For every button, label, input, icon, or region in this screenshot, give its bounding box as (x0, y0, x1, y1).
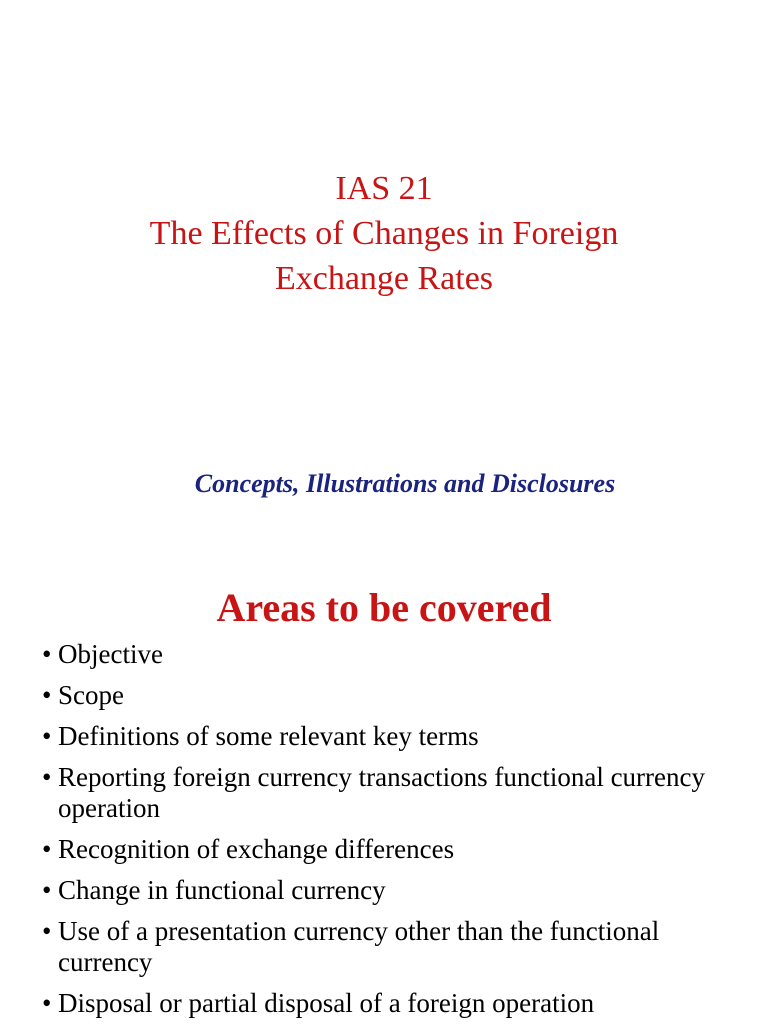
list-item-text: Reporting foreign currency transactions functional currency operation (58, 762, 705, 823)
bullet-icon: • (42, 988, 52, 1018)
topics-list (42, 639, 742, 1029)
list-item (42, 988, 742, 1019)
list-item (42, 916, 742, 978)
list-item-text: Change in functional currency (58, 875, 386, 905)
title-line-topic: The Effects of Changes in Foreign (149, 215, 619, 252)
section-heading: Areas to be covered (216, 585, 552, 630)
bullet-icon: • (42, 762, 52, 792)
list-item (42, 639, 742, 670)
list-item-text: Objective (58, 639, 163, 669)
list-item-text: Disposal or partial disposal of a foreign operation (58, 988, 595, 1018)
list-item (42, 875, 742, 906)
bullet-icon: • (42, 721, 52, 751)
bullet-icon: • (42, 875, 52, 905)
document-subtitle: Concepts, Illustrations and Disclosures (194, 469, 616, 498)
document-title (0, 166, 768, 301)
list-item (42, 762, 742, 824)
bullet-icon: • (42, 680, 52, 710)
list-item-text: Use of a presentation currency other than the functional currency (58, 916, 660, 977)
list-item-text: Scope (58, 680, 124, 710)
list-item-text: Definitions of some relevant key terms (58, 721, 479, 751)
bullet-icon: • (42, 639, 52, 669)
bullet-icon: • (42, 834, 52, 864)
title-line-standard: IAS 21 (335, 170, 433, 207)
list-item (42, 680, 742, 711)
list-item (42, 834, 742, 865)
list-item-text: Recognition of exchange differences (58, 834, 455, 864)
list-item (42, 721, 742, 752)
title-line-topic-continued: Exchange Rates (274, 260, 494, 297)
bullet-icon: • (42, 916, 52, 946)
